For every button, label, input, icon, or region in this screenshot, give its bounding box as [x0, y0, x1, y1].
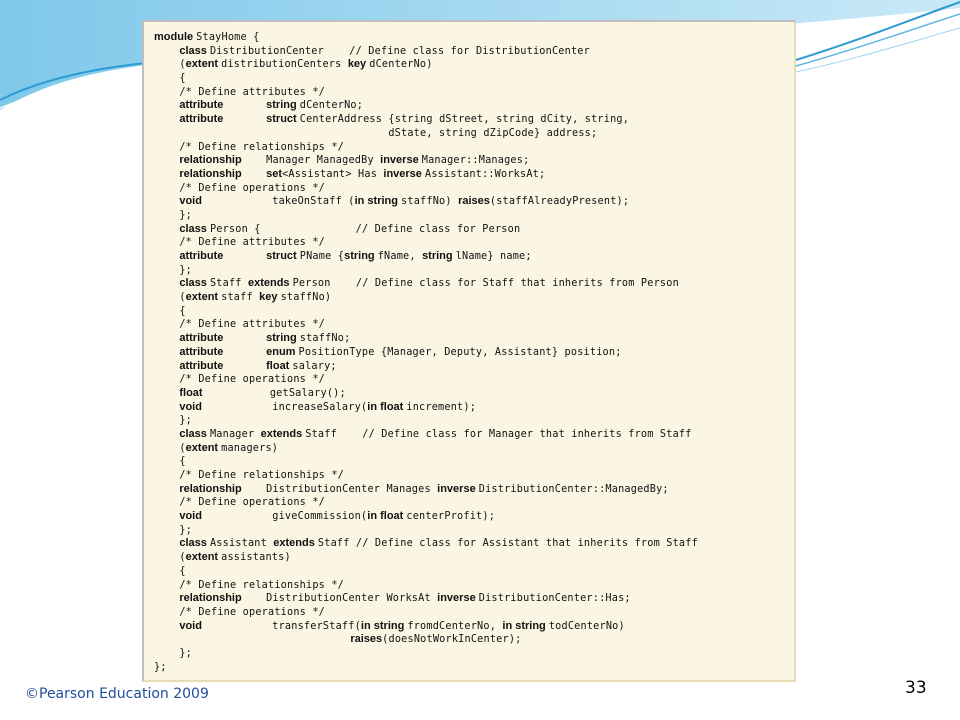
code-keyword: relationship — [179, 592, 267, 605]
code-keyword: class — [179, 277, 210, 290]
code-keyword: attribute enum — [179, 345, 299, 358]
code-line — [154, 30, 698, 44]
code-text: ( — [154, 292, 186, 304]
code-line — [154, 208, 698, 222]
code-keyword: relationship — [179, 154, 267, 167]
code-text: Staff // Define class for Assistant that inherits from Staff — [317, 538, 698, 550]
code-text — [154, 429, 179, 440]
code-line — [154, 646, 698, 660]
code-text: }; — [154, 661, 167, 673]
code-text: todCenterNo) — [548, 620, 625, 632]
code-text: Manager::Manages; — [421, 155, 530, 167]
code-text: centerProfit); — [406, 511, 496, 523]
code-line — [154, 495, 698, 509]
code-line — [154, 372, 698, 386]
code-text: ( — [154, 552, 186, 564]
code-line — [154, 44, 698, 58]
code-keyword: string — [344, 250, 378, 262]
code-keyword: void — [179, 400, 273, 413]
code-text: fName, — [377, 251, 423, 262]
code-text: /* Define relationships */ — [154, 579, 345, 591]
code-text: /* Define operations */ — [154, 606, 326, 618]
code-keyword: extends — [260, 427, 306, 440]
code-keyword: inverse — [380, 154, 422, 167]
code-text — [154, 511, 179, 522]
code-text: DistributionCenter Manages — [266, 483, 438, 495]
code-line — [154, 509, 698, 523]
code-line — [154, 359, 698, 373]
code-text: Person // Define class for Staff that inherits from Person — [292, 278, 679, 290]
code-keyword: attribute float — [179, 359, 293, 372]
code-text — [154, 347, 179, 358]
code-text — [154, 46, 179, 57]
code-text: staffNo; — [299, 333, 351, 345]
code-keyword: relationship set — [179, 167, 283, 180]
code-line — [154, 290, 698, 304]
code-text: Assistant — [209, 538, 274, 550]
code-text: getSalary(); — [269, 387, 346, 399]
code-text: PositionType {Manager, Deputy, Assistant} position; — [298, 346, 622, 358]
code-text: /* Define attributes */ — [154, 86, 326, 98]
code-keyword: in string — [354, 195, 402, 208]
code-line — [154, 276, 698, 290]
code-text: { — [154, 73, 186, 85]
code-text: StayHome { — [196, 32, 260, 43]
code-line — [154, 317, 698, 331]
code-line — [154, 468, 698, 482]
code-keyword: attribute string — [179, 332, 300, 345]
code-text — [154, 100, 179, 111]
code-text — [154, 621, 179, 632]
code-line — [154, 632, 698, 646]
code-text: DistributionCenter // Define class for DistributionCenter — [209, 45, 590, 57]
code-keyword: extent — [185, 551, 222, 564]
code-line — [154, 249, 698, 263]
code-text: fromdCenterNo, — [407, 620, 503, 632]
code-keyword: float — [179, 386, 270, 399]
code-keyword: inverse — [383, 167, 425, 180]
code-keyword: key — [347, 58, 370, 71]
code-keyword: raises — [458, 195, 490, 208]
code-text — [154, 169, 179, 180]
code-text: Staff // Define class for Manager that inherits from Staff — [305, 428, 692, 440]
code-keyword: relationship — [179, 482, 267, 495]
code-line — [154, 85, 698, 99]
code-text — [154, 114, 179, 125]
code-text: }; — [154, 415, 193, 427]
code-text: staffNo) — [401, 196, 459, 208]
code-line — [154, 222, 698, 236]
code-line — [154, 331, 698, 345]
code-text: Manager ManagedBy — [266, 155, 381, 167]
code-text: (doesNotWorkInCenter); — [382, 634, 522, 646]
code-text: /* Define relationships */ — [154, 141, 345, 153]
code-text — [154, 388, 179, 399]
code-keyword: void — [179, 619, 273, 632]
code-line — [154, 126, 698, 140]
code-keyword: raises — [350, 633, 383, 646]
code-text: increment); — [406, 401, 477, 413]
code-text — [154, 484, 179, 495]
code-text: /* Define attributes */ — [154, 237, 326, 249]
code-line — [154, 235, 698, 249]
code-text: <Assistant> Has — [282, 168, 384, 180]
code-line — [154, 181, 698, 195]
code-text: DistributionCenter WorksAt — [266, 593, 438, 605]
code-text: dCenterNo; — [299, 100, 364, 112]
code-keyword: in float — [367, 510, 407, 523]
code-text — [154, 593, 179, 604]
code-keyword: module — [154, 31, 197, 43]
code-text: lName} name; — [455, 251, 532, 262]
code-keyword: attribute struct — [179, 250, 300, 262]
code-text: ( — [154, 442, 186, 454]
code-text: Staff — [209, 278, 248, 290]
code-keyword: attribute struct — [179, 113, 300, 126]
code-text: /* Define attributes */ — [154, 319, 326, 331]
code-text: assistants) — [221, 552, 291, 564]
code-line — [154, 454, 698, 468]
code-text: staffNo) — [280, 292, 332, 304]
code-line — [154, 140, 698, 154]
code-text: ( — [154, 59, 186, 71]
code-text: dState, string dZipCode} address; — [154, 127, 598, 139]
code-text: { — [154, 565, 186, 577]
code-keyword: attribute string — [179, 99, 300, 112]
code-text: (staffAlreadyPresent); — [489, 196, 630, 208]
code-line — [154, 263, 698, 277]
code-keyword: class — [179, 427, 210, 440]
code-text: CenterAddress {string dStreet, string dCity, string, — [299, 114, 630, 126]
code-text: staff — [221, 292, 260, 304]
code-line — [154, 167, 698, 181]
code-line — [154, 591, 698, 605]
code-keyword: inverse — [437, 482, 479, 495]
code-text — [154, 333, 179, 344]
page-number: 33 — [905, 678, 927, 698]
code-line — [154, 153, 698, 167]
code-keyword: inverse — [437, 592, 479, 605]
code-text: managers) — [221, 442, 279, 454]
code-keyword: in float — [367, 400, 407, 413]
code-text: transferStaff( — [272, 620, 361, 632]
code-text: Assistant::WorksAt; — [424, 168, 546, 180]
code-text: /* Define relationships */ — [154, 470, 345, 481]
code-line — [154, 605, 698, 619]
code-text: giveCommission( — [272, 511, 368, 523]
code-keyword: extent — [185, 291, 222, 304]
code-text — [154, 224, 179, 235]
code-line — [154, 550, 698, 564]
code-text — [154, 634, 350, 645]
code-text: /* Define operations */ — [154, 374, 326, 386]
code-text: }; — [154, 524, 193, 536]
code-text: takeOnStaff ( — [272, 196, 355, 208]
code-line — [154, 441, 698, 455]
code-text: }; — [154, 264, 193, 276]
code-text: DistributionCenter::ManagedBy; — [478, 483, 669, 495]
code-text — [154, 196, 179, 207]
code-line — [154, 304, 698, 318]
code-text: salary; — [292, 360, 337, 372]
code-keyword: extent — [185, 441, 222, 454]
code-line — [154, 578, 698, 592]
code-text: Manager — [209, 428, 261, 440]
code-text: dCenterNo) — [369, 59, 433, 71]
code-keyword: void — [179, 510, 273, 523]
code-keyword: string — [422, 250, 456, 262]
code-text — [154, 361, 179, 372]
code-line — [154, 57, 698, 71]
code-text: DistributionCenter::Has; — [478, 593, 631, 605]
code-keyword: in string — [360, 619, 408, 632]
code-text — [154, 155, 179, 166]
code-line — [154, 660, 698, 674]
code-line — [154, 98, 698, 112]
code-text: distributionCenters — [221, 59, 348, 71]
code-listing — [154, 30, 698, 673]
code-keyword: extends — [273, 537, 318, 550]
code-text: { — [154, 456, 186, 468]
code-text: { — [154, 305, 186, 317]
code-line — [154, 194, 698, 208]
code-line — [154, 536, 698, 550]
code-text — [154, 538, 179, 549]
code-line — [154, 564, 698, 578]
code-line — [154, 400, 698, 414]
code-line — [154, 619, 698, 633]
code-text: /* Define operations */ — [154, 497, 326, 509]
code-line — [154, 413, 698, 427]
code-keyword: class — [179, 537, 210, 550]
code-keyword: in string — [502, 619, 549, 632]
code-line — [154, 523, 698, 537]
code-text: }; — [154, 209, 193, 221]
code-text: /* Define operations */ — [154, 182, 326, 194]
code-text: PName { — [299, 251, 345, 262]
code-line — [154, 482, 698, 496]
code-keyword: class — [179, 44, 210, 57]
code-keyword: extent — [185, 58, 222, 71]
code-keyword: class — [179, 222, 210, 235]
code-text: }; — [154, 647, 193, 659]
code-text — [154, 278, 179, 289]
code-line — [154, 386, 698, 400]
copyright-footer: ©Pearson Education 2009 — [25, 686, 209, 702]
code-line — [154, 427, 698, 441]
code-keyword: void — [179, 195, 273, 208]
code-keyword: extends — [247, 277, 293, 290]
code-text — [154, 402, 179, 413]
odl-code-panel — [142, 20, 796, 682]
code-line — [154, 112, 698, 126]
code-line — [154, 71, 698, 85]
code-keyword: key — [259, 291, 281, 304]
code-text: increaseSalary( — [272, 401, 368, 413]
code-text: Person { // Define class for Person — [209, 223, 521, 235]
code-text — [154, 251, 179, 262]
code-line — [154, 345, 698, 359]
